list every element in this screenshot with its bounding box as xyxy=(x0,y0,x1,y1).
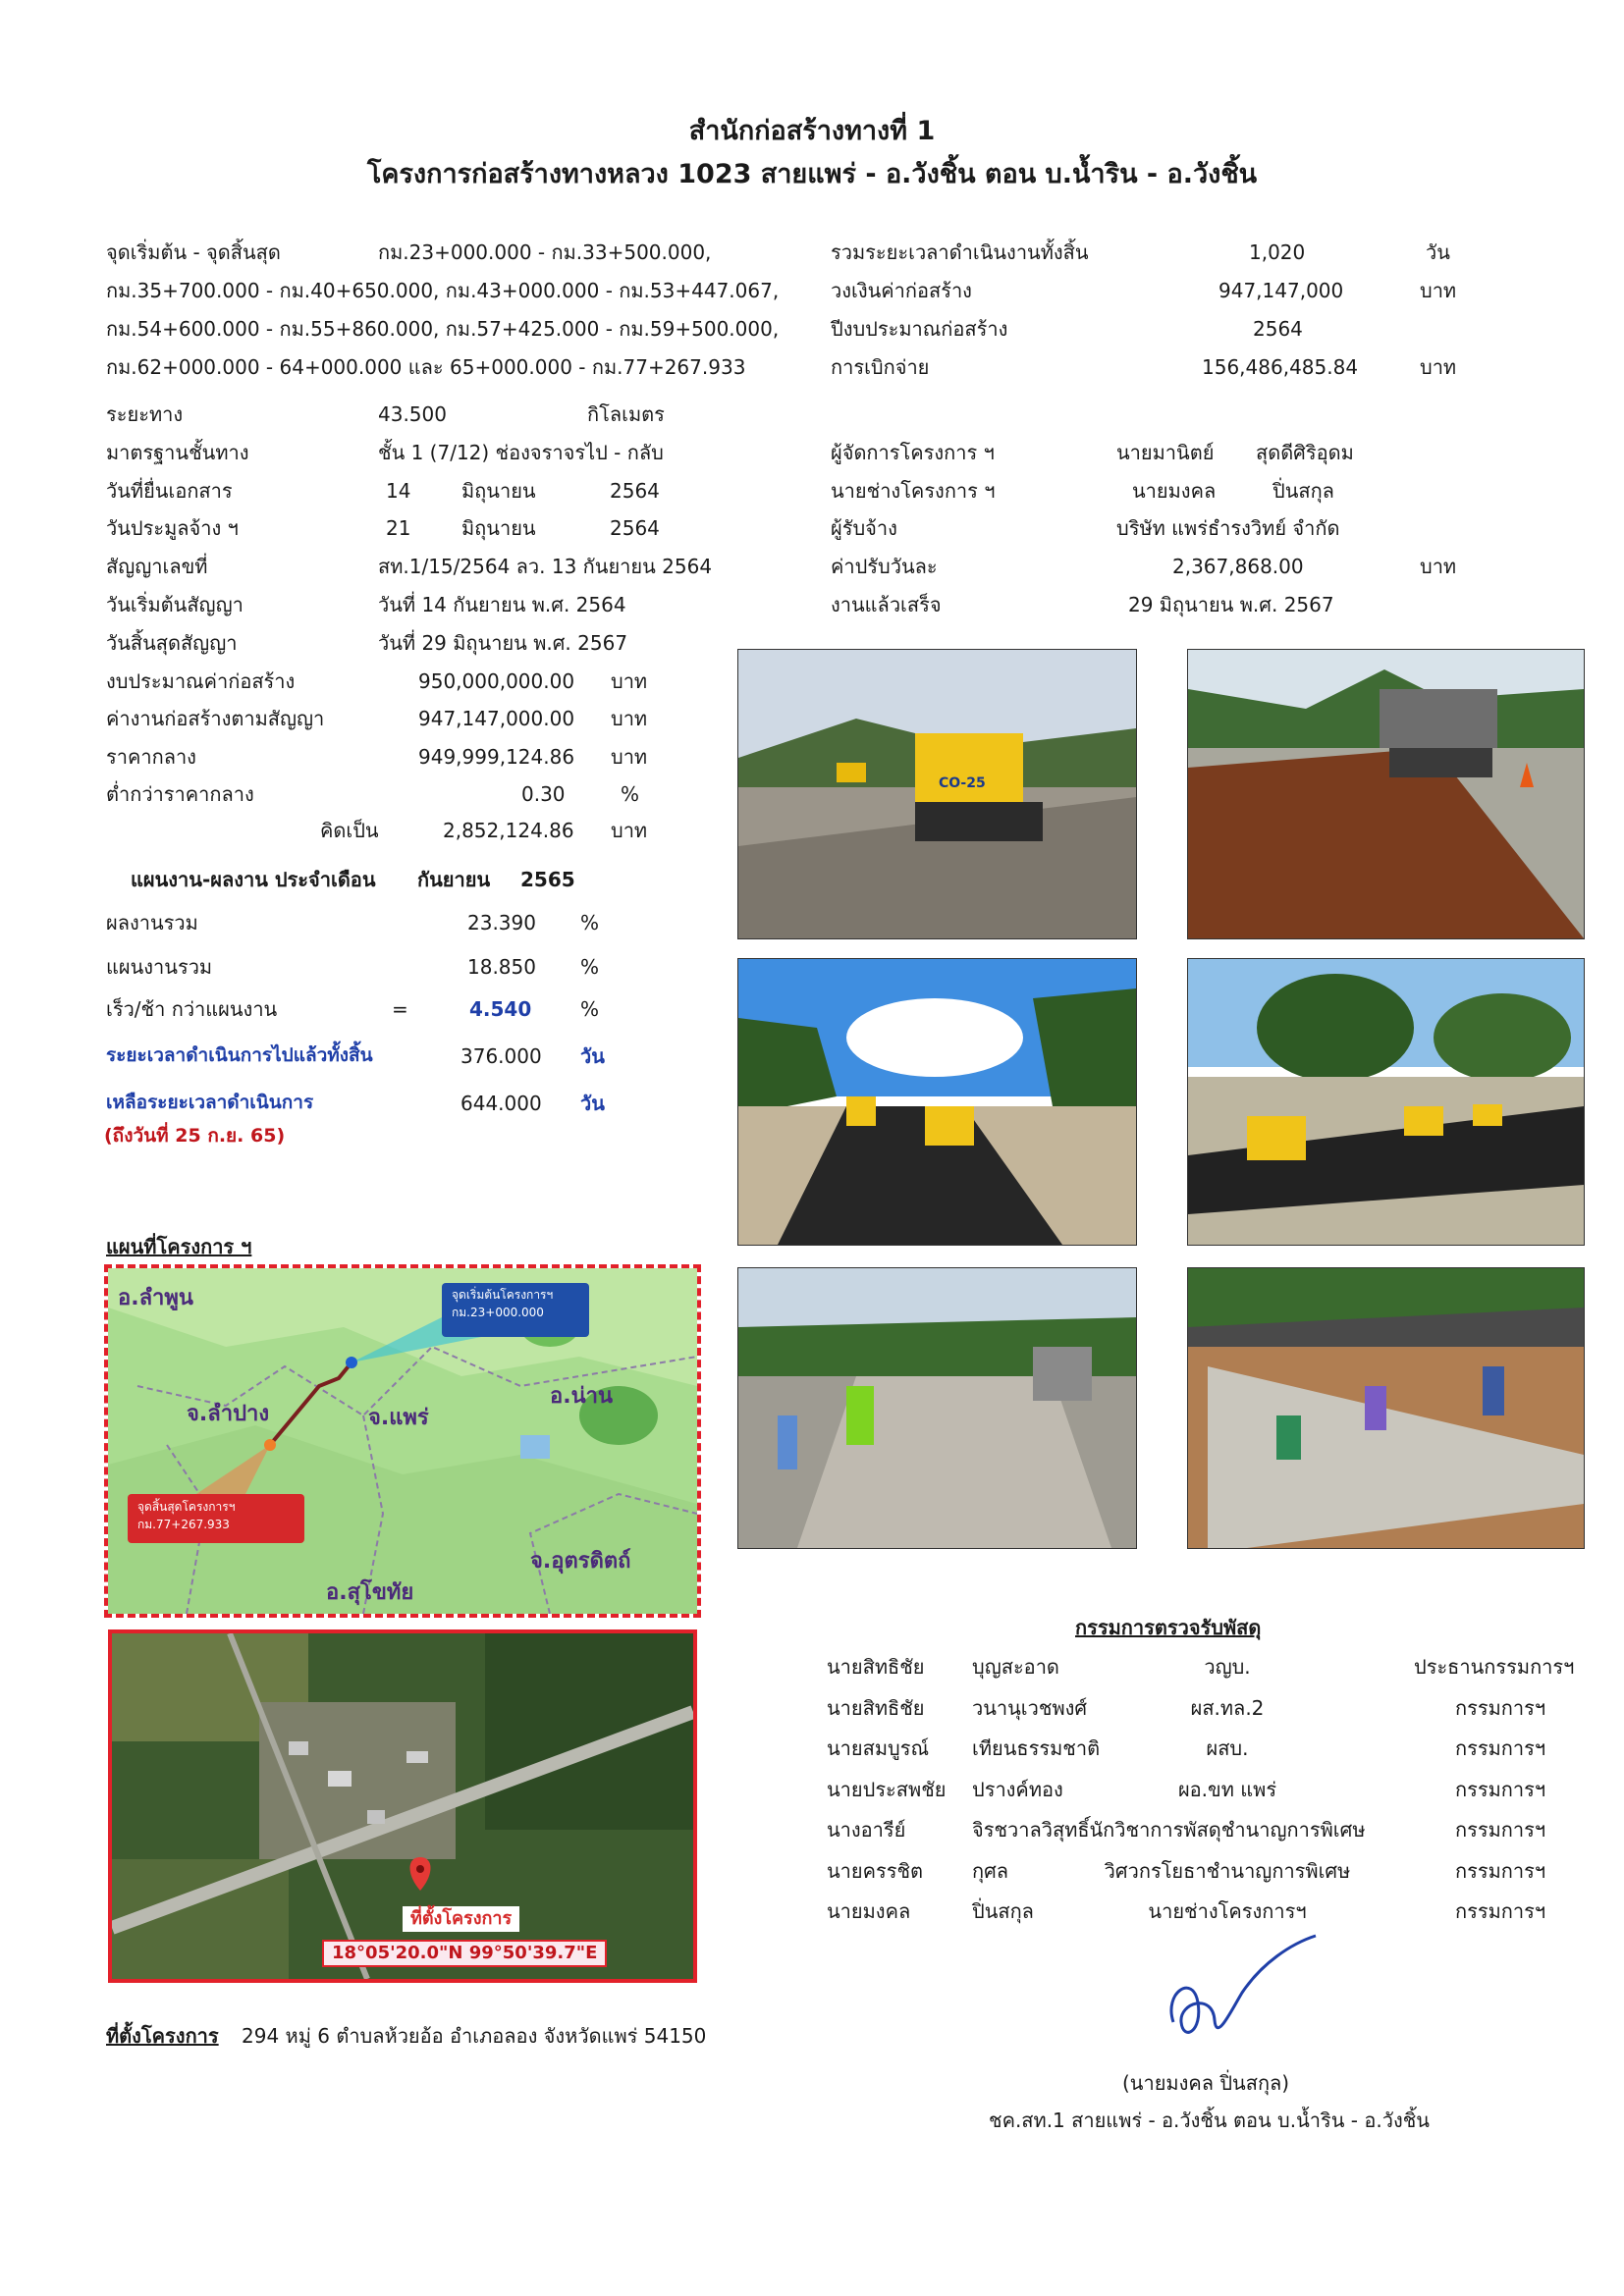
equals-unit: บาท xyxy=(611,819,648,842)
standard-value: ชั้น 1 (7/12) ช่องจราจรไป - กลับ xyxy=(378,441,664,464)
result-pct: % xyxy=(580,911,600,934)
member-position: ผสบ. xyxy=(1206,1736,1249,1760)
committee-title: กรรมการตรวจรับพัสดุ xyxy=(1075,1616,1262,1639)
budget-value: 950,000,000.00 xyxy=(418,669,575,693)
elapsed-label: ระยะเวลาดำเนินการไปแล้วทั้งสิ้น xyxy=(106,1044,373,1066)
finish-value: 29 มิถุนายน พ.ศ. 2567 xyxy=(1128,593,1334,616)
progress-title: แผนงาน-ผลงาน ประจำเดือน xyxy=(131,868,376,891)
signature-image xyxy=(1154,1934,1321,2061)
start-value: วันที่ 14 กันยายน พ.ศ. 2564 xyxy=(378,593,626,616)
member-role: กรรมการฯ xyxy=(1455,1777,1546,1801)
total-time-unit: วัน xyxy=(1426,240,1450,264)
member-position: นายช่างโครงการฯ xyxy=(1148,1899,1307,1923)
map-label-uttaradit: จ.อุตรดิตถ์ xyxy=(530,1549,631,1574)
end-label: วันสิ้นสุดสัญญา xyxy=(106,631,238,655)
member-surname: เทียนธรรมชาติ xyxy=(972,1736,1101,1760)
progress-year: 2565 xyxy=(520,868,575,891)
distance-value: 43.500 xyxy=(378,402,447,426)
member-position: นักวิชาการพัสดุชำนาญการพิเศษ xyxy=(1089,1818,1366,1842)
photo-paving xyxy=(737,958,1137,1246)
regional-map xyxy=(104,1264,701,1618)
photo-roller xyxy=(737,649,1137,939)
diff-pct: % xyxy=(580,997,600,1021)
diff-label: เร็ว/ช้า กว่าแผนงาน xyxy=(106,997,278,1021)
member-title: นายมงคล xyxy=(827,1899,911,1923)
plan-label: แผนงานรวม xyxy=(106,955,213,979)
finish-label: งานแล้วเสร็จ xyxy=(831,593,942,616)
start-label: วันเริ่มต้นสัญญา xyxy=(106,593,244,616)
map-label-lamphun: อ.ลำพูน xyxy=(118,1286,193,1310)
member-title: นายสมบูรณ์ xyxy=(827,1736,930,1760)
member-position: ผอ.ขท แพร่ xyxy=(1177,1777,1277,1801)
member-position: วิศวกรโยธาชำนาญการพิเศษ xyxy=(1104,1858,1351,1883)
start-end-label: จุดเริ่มต้น - จุดสิ้นสุด xyxy=(106,240,281,264)
member-role: กรรมการฯ xyxy=(1455,1695,1546,1720)
map-label-sukhothai: อ.สุโขทัย xyxy=(326,1580,414,1605)
member-surname: บุญสะอาด xyxy=(972,1655,1059,1679)
submit-day: 14 xyxy=(386,479,411,503)
end-value: วันที่ 29 มิถุนายน พ.ศ. 2567 xyxy=(378,631,628,655)
signature-position: ชค.สท.1 สายแพร่ - อ.วังชิ้น ตอน บ.น้ำริน - อ.วังชิ้น xyxy=(989,2109,1430,2132)
budget-label: งบประมาณค่าก่อสร้าง xyxy=(106,669,296,693)
photo-roller-image xyxy=(738,650,1136,938)
map-label-nan: อ.น่าน xyxy=(550,1384,614,1409)
elapsed-value: 376.000 xyxy=(460,1044,542,1068)
fy-value: 2564 xyxy=(1253,317,1303,341)
engineer-last-name: ปิ่นสกุล xyxy=(1272,479,1334,503)
standard-label: มาตรฐานชั้นทาง xyxy=(106,441,249,464)
member-role: กรรมการฯ xyxy=(1455,1736,1546,1760)
pm-label: ผู้จัดการโครงการ ฯ xyxy=(831,441,995,464)
contract-cost-value: 947,147,000.00 xyxy=(418,707,575,730)
contract-label: สัญญาเลขที่ xyxy=(106,555,208,578)
progress-month: กันยายน xyxy=(417,868,491,891)
location-value: 294 หมู่ 6 ตำบลห้วยอ้อ อำเภอลอง จังหวัดแพร่ 54150 xyxy=(242,2024,707,2048)
member-role: กรรมการฯ xyxy=(1455,1818,1546,1842)
median-value: 949,999,124.86 xyxy=(418,745,575,769)
photo-rollers-line-image xyxy=(1188,959,1584,1245)
photo-sprayer-image xyxy=(1188,650,1584,938)
member-position: วญบ. xyxy=(1204,1655,1251,1679)
disbursement-unit: บาท xyxy=(1420,355,1457,379)
contractor-value: บริษัท แพร่ธำรงวิทย์ จำกัด xyxy=(1116,516,1340,540)
result-value: 23.390 xyxy=(467,911,536,934)
contract-value: สท.1/15/2564 ลว. 13 กันยายน 2564 xyxy=(378,555,713,578)
remain-unit: วัน xyxy=(580,1092,605,1115)
fy-label: ปีงบประมาณก่อสร้าง xyxy=(831,317,1008,341)
member-position: ผส.ทล.2 xyxy=(1190,1695,1265,1720)
member-title: นางอารีย์ xyxy=(827,1818,906,1842)
median-label: ราคากลาง xyxy=(106,745,196,769)
submit-month: มิถุนายน xyxy=(461,479,536,503)
distance-unit: กิโลเมตร xyxy=(587,402,665,426)
disbursement-value: 156,486,485.84 xyxy=(1202,355,1359,379)
start-km: กม.23+000.000 xyxy=(452,1306,544,1319)
contract-cost-label: ค่างานก่อสร้างตามสัญญา xyxy=(106,707,325,730)
start-callout: จุดเริ่มต้นโครงการฯ xyxy=(452,1288,554,1302)
plan-pct: % xyxy=(580,955,600,979)
member-title: นายสิทธิชัย xyxy=(827,1655,925,1679)
budget-unit: บาท xyxy=(611,669,648,693)
bid-label: วันประมูลจ้าง ฯ xyxy=(106,516,239,540)
below-unit: % xyxy=(621,782,640,806)
project-title: โครงการก่อสร้างทางหลวง 1023 สายแพร่ - อ.วังชิ้น ตอน บ.น้ำริน - อ.วังชิ้น xyxy=(366,159,1258,189)
photo-drainage xyxy=(1187,1267,1585,1549)
diff-value: 4.540 xyxy=(469,997,532,1021)
coordinates: 18°05'20.0"N 99°50'39.7"E xyxy=(322,1940,607,1967)
pin-label: ที่ตั้งโครงการ xyxy=(403,1906,519,1932)
end-km: กม.77+267.933 xyxy=(137,1518,230,1531)
bid-month: มิถุนายน xyxy=(461,516,536,540)
distance-label: ระยะทาง xyxy=(106,402,184,426)
member-role: ประธานกรรมการฯ xyxy=(1414,1655,1575,1679)
amount-value: 947,147,000 xyxy=(1218,279,1344,302)
contractor-label: ผู้รับจ้าง xyxy=(831,516,897,540)
start-end-line1: กม.23+000.000 - กม.33+500.000, xyxy=(378,240,712,264)
map-title: แผนที่โครงการ ฯ xyxy=(106,1235,252,1258)
submit-year: 2564 xyxy=(610,479,660,503)
amount-unit: บาท xyxy=(1420,279,1457,302)
photo-rollers-line xyxy=(1187,958,1585,1246)
member-surname: จิรชวาลวิสุทธิ์ xyxy=(972,1818,1090,1842)
engineer-label: นายช่างโครงการ ฯ xyxy=(831,479,996,503)
engineer-first-name: นายมงคล xyxy=(1132,479,1217,503)
member-title: นายประสพชัย xyxy=(827,1777,947,1801)
median-unit: บาท xyxy=(611,745,648,769)
contract-cost-unit: บาท xyxy=(611,707,648,730)
fine-value: 2,367,868.00 xyxy=(1172,555,1304,578)
submit-label: วันที่ยื่นเอกสาร xyxy=(106,479,233,503)
equals-label: คิดเป็น xyxy=(320,819,379,842)
roller-sign: CO-25 xyxy=(939,775,986,791)
photo-concrete xyxy=(737,1267,1137,1549)
office-title: สำนักก่อสร้างทางที่ 1 xyxy=(688,116,936,146)
member-surname: ปรางค์ทอง xyxy=(972,1777,1063,1801)
diff-eq: = xyxy=(392,997,408,1021)
pm-first-name: นายมานิตย์ xyxy=(1116,441,1215,464)
start-end-line3: กม.54+600.000 - กม.55+860.000, กม.57+425.000 - กม.59+500.000, xyxy=(106,317,780,341)
disbursement-label: การเบิกจ่าย xyxy=(831,355,930,379)
below-value: 0.30 xyxy=(521,782,566,806)
bid-year: 2564 xyxy=(610,516,660,540)
equals-value: 2,852,124.86 xyxy=(443,819,574,842)
member-surname: ปิ่นสกุล xyxy=(972,1899,1034,1923)
member-title: นายสิทธิชัย xyxy=(827,1695,925,1720)
elapsed-unit: วัน xyxy=(580,1044,605,1068)
photo-concrete-image xyxy=(738,1268,1136,1548)
bid-day: 21 xyxy=(386,516,411,540)
map-label-lampang: จ.ลำปาง xyxy=(187,1402,270,1426)
member-title: นายครรชิต xyxy=(827,1858,924,1883)
location-label: ที่ตั้งโครงการ xyxy=(106,2024,219,2048)
photo-sprayer xyxy=(1187,649,1585,939)
below-label: ต่ำกว่าราคากลาง xyxy=(106,782,254,806)
asof-note: (ถึงวันที่ 25 ก.ย. 65) xyxy=(104,1125,286,1147)
total-time-label: รวมระยะเวลาดำเนินงานทั้งสิ้น xyxy=(831,240,1089,264)
fine-label: ค่าปรับวันละ xyxy=(831,555,938,578)
pm-last-name: สุดดีศิริอุดม xyxy=(1256,441,1354,464)
result-label: ผลงานรวม xyxy=(106,911,198,934)
member-surname: กุศล xyxy=(972,1858,1009,1883)
amount-label: วงเงินค่าก่อสร้าง xyxy=(831,279,972,302)
signature-name: (นายมงคล ปิ่นสกุล) xyxy=(1122,2071,1290,2095)
start-end-line2: กม.35+700.000 - กม.40+650.000, กม.43+000.000 - กม.53+447.067, xyxy=(106,279,780,302)
member-role: กรรมการฯ xyxy=(1455,1899,1546,1923)
map-label-phrae: จ.แพร่ xyxy=(368,1406,429,1430)
satellite-map xyxy=(108,1629,697,1983)
total-time-value: 1,020 xyxy=(1249,240,1306,264)
photo-drainage-image xyxy=(1188,1268,1584,1548)
start-end-line4: กม.62+000.000 - 64+000.000 และ 65+000.000 - กม.77+267.933 xyxy=(106,355,746,379)
end-callout: จุดสิ้นสุดโครงการฯ xyxy=(137,1500,236,1514)
remain-label: เหลือระยะเวลาดำเนินการ xyxy=(106,1092,314,1113)
member-role: กรรมการฯ xyxy=(1455,1858,1546,1883)
remain-value: 644.000 xyxy=(460,1092,542,1115)
member-surname: วนานุเวชพงศ์ xyxy=(972,1695,1088,1720)
plan-value: 18.850 xyxy=(467,955,536,979)
fine-unit: บาท xyxy=(1420,555,1457,578)
photo-paving-image xyxy=(738,959,1136,1245)
